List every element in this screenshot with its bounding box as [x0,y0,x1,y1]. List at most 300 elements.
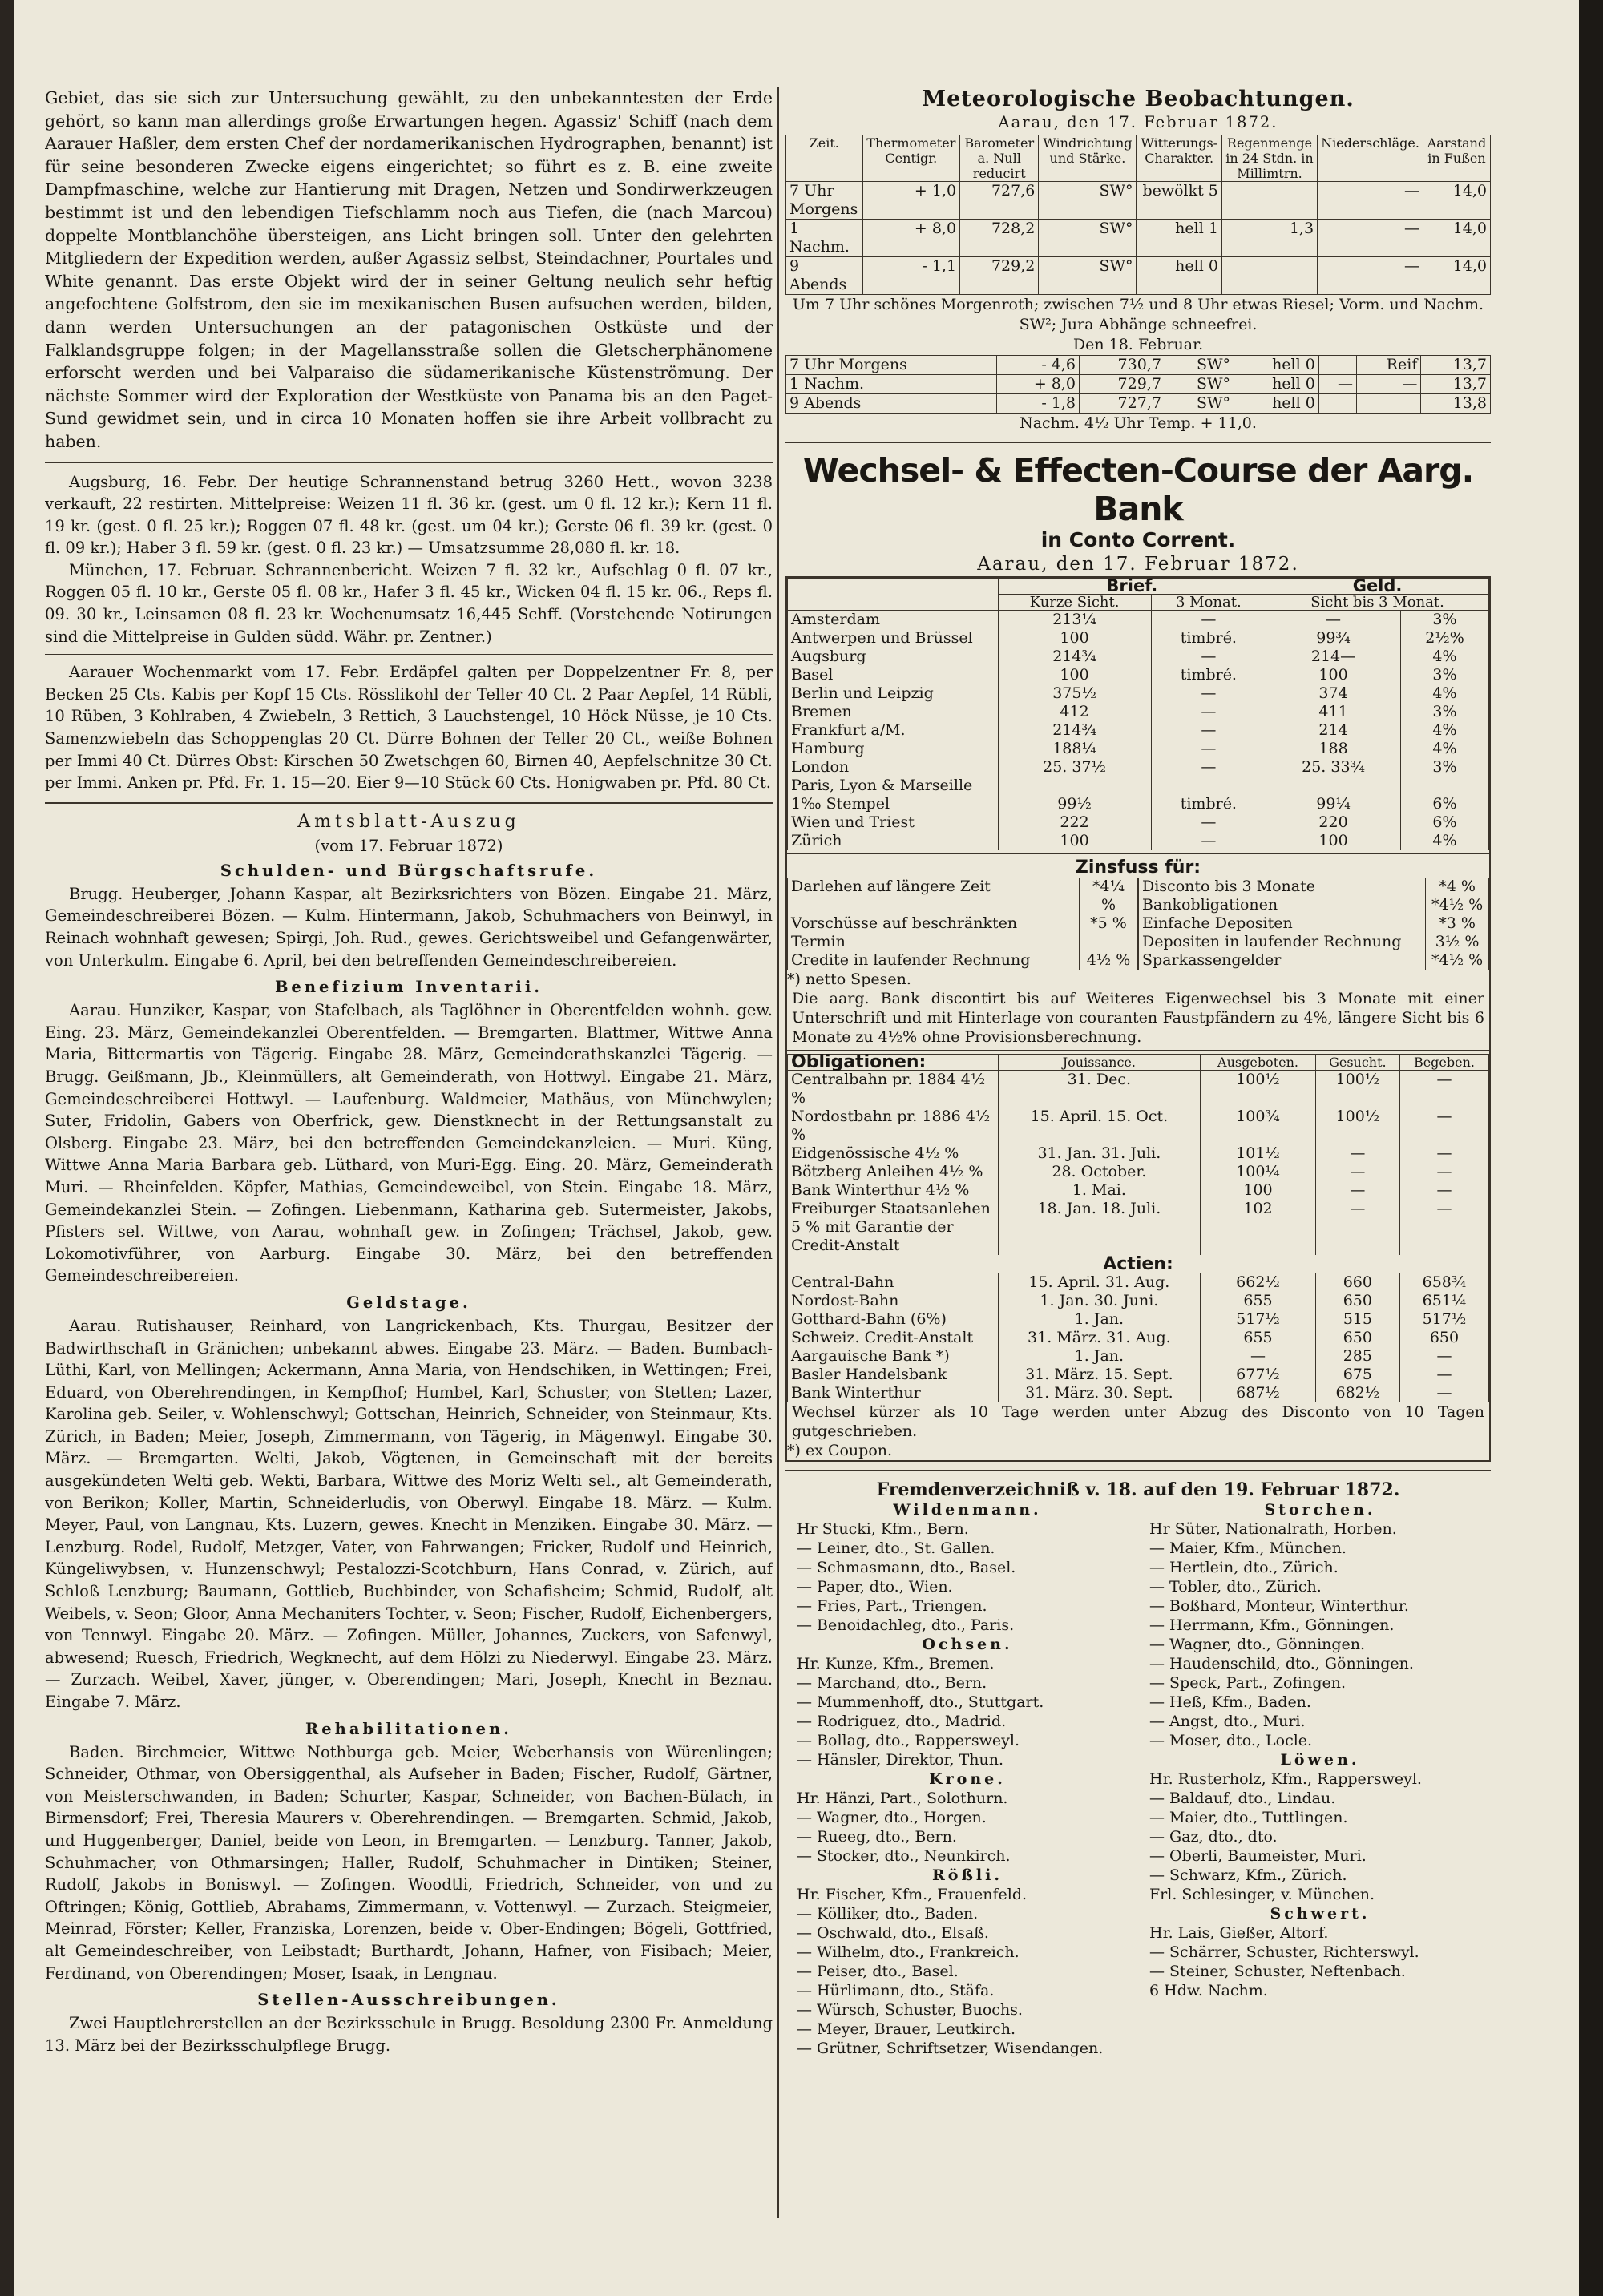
fremden-right [1138,1500,1491,2058]
exchange-row [788,629,1489,648]
agassiz-article: Gebiet, das sie sich zur Untersuchung gewählt, zu den unbekanntesten der Erde gehört, so kann man allerdings große Erwartungen hegen. Agassiz' Schiff (nach dem Aarauer Haßler, dem ersten Chef der nordamerikanischen Hydrographen, benannt) ist für seine besonderen Zwecke eigens eingerichtet; so führt es z. B. eine zweite Dampfmaschine, welche zur Hantierung mit Dragen, Netzen und Sondirwerkzeugen bestimmt ist und den lebendigen Tiefschlamm noch aus Tiefen, die (nach Marcou) doppelte Montblanchöhe übersteigen, ans Licht bringen soll. Unter den gelehrten Mitgliedern der Expedition werden, außer Agassiz selbst, Steindachner, Pourtales und White genannt. Das erste Objekt wird der in seiner Geltung neulich sehr heftig angefochtene Golfstrom, den sie im mexikanischen Busen aufsuchen werden, bilden, dann werden Untersuchungen an der patagonischen Ostküste und der Falklandsgruppe folgen; in der Magellansstraße sollen die Gletscherphänomene erforscht werden und bei Valparaiso die südamerikanische Küstenströmung. Der nächste Sommer wird der Exploration der Westküste von Panama bis an den Paget-Sund gewidmet sein, und in circa 10 Monaten hoffen sie ihre Arbeit vollbracht zu haben. [45,88,773,451]
met-cell: hell 0 [1137,257,1221,295]
obligation-row-cell: 100¾ [1201,1108,1316,1144]
zins-rate: *4½ % [1426,951,1489,970]
guest-entry: Hr Süter, Nationalrath, Horben. [1149,1520,1397,1538]
geldstage-heading: Geldstage. [346,1293,471,1312]
met-cell: SW° [1165,356,1234,375]
guest-entry: — Mummenhoff, dto., Stuttgart. [797,1693,1044,1711]
guest-entry: — Schwarz, Kfm., Zürich. [1149,1866,1347,1884]
exchange-cell: 25. 37½ [998,758,1151,777]
obligation-row [788,1163,1489,1181]
actien-row [788,1273,1489,1292]
actien-row-cell: Gotthard-Bahn (6%) [788,1310,999,1329]
bank-subtitle: in Conto Corrent. [1040,528,1236,551]
met-cell: 1 Nachm. [786,375,997,394]
stellen-heading: Stellen-Ausschreibungen. [257,1991,560,2010]
actien-row-cell: 1. Jan. [998,1310,1201,1329]
actien-row-cell: 517½ [1399,1310,1488,1329]
obligation-row-cell: — [1399,1144,1488,1163]
exchange-cell: 99½ [998,795,1151,813]
exchange-cell: 214¾ [998,721,1151,740]
guest-entry: — Benoidachleg, dto., Paris. [797,1616,1015,1634]
exchange-cell: 1‰ Stempel [788,795,999,813]
zins-rate: 4½ % [1079,951,1137,970]
exchange-cell: 220 [1266,813,1401,832]
met-row [786,257,1491,295]
exchange-cell: 100 [1266,666,1401,684]
rehab-heading: Rehabilitationen. [305,1719,512,1738]
obl-h-begeben: Begeben. [1399,1055,1488,1071]
divider [785,1470,1491,1471]
met-cell [1357,394,1421,414]
obl-title: Obligationen: [788,1055,999,1071]
obl-h-jouissance: Jouissance. [998,1055,1201,1071]
zins-rate: *5 % [1079,914,1137,951]
met-date: Aarau, den 17. Februar 1872. [998,113,1278,131]
guest-entry: — Steiner, Schuster, Neftenbach. [1149,1963,1406,1980]
obligation-row-cell: — [1315,1144,1399,1163]
zins-row [1139,914,1489,933]
actien-row-cell: 515 [1315,1310,1399,1329]
zins-rate: *4 % [1426,878,1489,896]
zins-label: Einfache Depositen [1139,914,1426,933]
guest-entry: — Schmasmann, dto., Basel. [797,1559,1016,1576]
met-cell: 9 Abends [786,257,863,295]
obligation-row-cell: — [1399,1071,1488,1108]
obligation-row-cell: Bötzberg Anleihen 4½ % [788,1163,999,1181]
geld-header: Geld. [1266,579,1489,595]
obligation-row-cell: 15. April. 15. Oct. [998,1108,1201,1144]
exchange-cell: Frankfurt a/M. [788,721,999,740]
exchange-cell [1400,777,1488,795]
met-title: Meteorologische Beobachtungen. [922,87,1355,111]
actien-row-cell: — [1201,1347,1316,1366]
exchange-cell: London [788,758,999,777]
exchange-cell: — [1266,611,1401,630]
exchange-cell: 222 [998,813,1151,832]
actien-row-cell: Central-Bahn [788,1273,999,1292]
actien-row-cell: 682½ [1315,1384,1399,1402]
guest-entry: Hr Stucki, Kfm., Bern. [797,1520,969,1538]
zins-label: Bankobligationen [1139,896,1426,914]
obl-h-ausgeboten: Ausgeboten. [1201,1055,1316,1071]
netto-note: *) netto Spesen. [787,970,911,988]
actien-row-cell: 650 [1315,1292,1399,1310]
exchange-cell: Wien und Triest [788,813,999,832]
obligation-row [788,1181,1489,1200]
obligation-row [788,1200,1489,1255]
guest-entry: — Hänsler, Direktor, Thun. [797,1751,1004,1769]
exchange-cell: Augsburg [788,648,999,666]
disconto-note: Die aarg. Bank discontirt bis auf Weiteres Eigenwechsel bis 3 Monate mit einer Unterschrift und mit Hinterlage von couranten Faustpfändern zu 4%, längere Sicht bis 6 Monate zu 4½% ohne Provisionsberechnung. [792,990,1484,1046]
obl-h-gesucht: Gesucht. [1315,1055,1399,1071]
exchange-cell: Amsterdam [788,611,999,630]
exchange-cell: — [1151,703,1266,721]
actien-row [788,1310,1489,1329]
wechsel-note: Wechsel kürzer als 10 Tage werden unter Abzug des Disconto von 10 Tagen gutgeschrieben. [792,1403,1484,1440]
met-row [786,356,1491,375]
met-cell: 13,7 [1421,356,1491,375]
exchange-cell: 3% [1400,703,1488,721]
guest-entry: — Würsch, Schuster, Buochs. [797,2001,1023,2019]
guest-entry: — Oschwald, dto., Elsaß. [797,1924,989,1942]
fremden-title: Fremdenverzeichniß v. 18. auf den 19. Februar 1872. [876,1479,1400,1500]
met-cell: — [1318,375,1356,394]
exchange-cell: 213¼ [998,611,1151,630]
actien-row-cell: 517½ [1201,1310,1316,1329]
guest-entry: — Stocker, dto., Neunkirch. [797,1847,1011,1865]
obligation-row-cell: Eidgenössische 4½ % [788,1144,999,1163]
exchange-cell [1266,777,1401,795]
exchange-cell [998,777,1151,795]
obligation-row-cell: Nordostbahn pr. 1886 4½ % [788,1108,999,1144]
guest-entry: — Grütner, Schriftsetzer, Wisendangen. [797,2040,1104,2057]
guest-entry: — Haudenschild, dto., Gönningen. [1149,1655,1414,1673]
actien-row-cell: Nordost-Bahn [788,1292,999,1310]
exchange-cell: — [1151,758,1266,777]
actien-row-cell: 285 [1315,1347,1399,1366]
bank-date: Aarau, den 17. Februar 1872. [977,554,1299,575]
muenchen-report: München, 17. Februar. Schrannenbericht. Weizen 7 fl. 32 kr., Aufschlag 0 fl. 07 kr., Roggen 05 fl. 10 kr., Gerste 05 fl. 08 kr., Hafer 3 fl. 45 kr., Wicken 04 fl. 15 kr. 06., Reps fl. 09. 30 kr., Leinsamen 08 fl. 23 kr. Wochenumsatz 16,445 Schff. (Vorstehende Notirungen sind die Mittelpreise in Gulden südd. Währ. pr. Zentner.) [45,560,773,646]
actien-row-cell: 31. März. 31. Aug. [998,1329,1201,1347]
exchange-cell [1151,777,1266,795]
zins-row [1139,878,1489,896]
zins-label: Depositen in laufender Rechnung [1139,933,1426,951]
aarau-wochenmarkt: Aarauer Wochenmarkt vom 17. Febr. Erdäpfel galten per Doppelzentner Fr. 8, per Becken 25 Cts. Kabis per Kopf 15 Cts. Rösslikohl der Teller 40 Ct. 2 Paar Aepfel, 14 Rübli, 10 Rüben, 3 Kohlraben, 4 Zwiebeln, 3 Rettich, 3 Lauchstengel, 10 Höck Nüsse, je 10 Cts. Samenzwiebeln das Schoppenglas 20 Ct. Dürre Bohnen der Teller 20 Ct., weiße Bohnen per Immi 40 Ct. Dürres Obst: Kirschen 50 Zwetschgen 60, Birnen 40, Aepfelschnitze 30 Ct. per Immi. Anken pr. Pfd. Fr. 1. 15—20. Eier 9—10 Stück 60 Cts. Honigwaben pr. Pfd. 80 Ct. [45,663,773,793]
exchange-cell: 4% [1400,648,1488,666]
met-row [786,182,1491,220]
exchange-cell: — [1151,721,1266,740]
exchange-cell: 6% [1400,813,1488,832]
exchange-cell: — [1151,832,1266,850]
exchange-cell: Antwerpen und Brüssel [788,629,999,648]
zins-block [787,878,1489,970]
actien-row [788,1347,1489,1366]
met-cell: hell 1 [1137,220,1221,257]
met-cell: - 1,1 [862,257,959,295]
rehab-text: Baden. Birchmeier, Wittwe Nothburga geb. Meier, Weberhansis von Würenlingen; Schneider, Othmar, von Obersiggenthal, als Aufseher in Baden; Fischer, Rudolf, Gärtner, von Meisterschwanden, in Baden; Schurter, Kaspar, Schneider, von Bachen-Bülach, in Birmensdorf; Frei, Theresia Maurers v. Oberehrendingen. — Bremgarten. Schmid, Jakob, und Huggenberger, Daniel, beide von Leon, in Bremgarten. — Lenzburg. Tanner, Jakob, Schuhmacher, von Othmarsingen; Haller, Rudolf, Schuhmacher in Dintiken; Steiner, Rudolf, Jakobs in Boniswyl. — Zofingen. Woodtli, Friedrich, Schneider, von und zu Oftringen; König, Gottlieb, Abrahams, Zimmermann, v. Vottenwyl. — Zurzach. Steigmeier, Meinrad, Förster; Keller, Franziska, Lorenzen, beide v. Ober-Endingen; Bögeli, Gottfried, alt Gemeindeschreiber, von Leibstadt; Burthardt, Johann, Hafner, von Fisibach; Meier, Ferdinand, von Oberendingen; Moser, Isaak, in Lengnau. [45,1742,773,1983]
guest-entry: — Fries, Part., Triengen. [797,1597,987,1615]
exchange-row [788,684,1489,703]
met-header-cell: Aarstand in Fußen [1423,135,1490,182]
exchange-cell: Paris, Lyon & Marseille [788,777,999,795]
obligation-row-cell: — [1399,1108,1488,1144]
met-cell: 728,2 [960,220,1039,257]
bank-title: Wechsel- & Effecten-Course der Aarg. Bank [802,451,1474,528]
obligation-row-cell: 1. Mai. [998,1181,1201,1200]
met-cell: 13,8 [1421,394,1491,414]
met-date-2: Den 18. Februar. [1072,336,1204,353]
guest-entry: — Wagner, dto., Horgen. [797,1809,987,1826]
divider [45,462,773,463]
exchange-cell: 214 [1266,721,1401,740]
page-edge [1579,0,1603,2296]
met-cell: — [1318,182,1423,220]
guest-entry: — Baldauf, dto., Lindau. [1149,1790,1336,1807]
met-cell: 729,7 [1080,375,1165,394]
guest-entry: — Wilhelm, dto., Frankreich. [797,1943,1020,1961]
guest-entry: Hr. Hänzi, Part., Solothurn. [797,1790,1008,1807]
guest-entry: — Oberli, Baumeister, Muri. [1149,1847,1367,1865]
actien-title: Actien: [788,1255,1489,1273]
exchange-cell: 99¼ [1266,795,1401,813]
coupon-note: *) ex Coupon. [787,1442,893,1459]
hotel-name: Löwen. [1280,1751,1360,1769]
column-rule [777,87,779,2218]
met-cell: 7 Uhr Morgens [786,356,997,375]
zins-row [1139,896,1489,914]
kurz-header: Kurze Sicht. [998,595,1151,611]
actien-row-cell: — [1399,1384,1488,1402]
bank-frame [785,576,1491,1462]
met-cell [1221,182,1317,220]
exchange-cell: 214¾ [998,648,1151,666]
zins-row [788,951,1138,970]
exchange-row [788,813,1489,832]
exchange-cell: 3% [1400,758,1488,777]
exchange-cell: 188¼ [998,740,1151,758]
obligation-row-cell: — [1399,1181,1488,1200]
guest-entry: — Kölliker, dto., Baden. [797,1905,979,1923]
obligation-row [788,1144,1489,1163]
amtsblatt-date: (vom 17. Februar 1872) [314,836,503,855]
exchange-row [788,832,1489,850]
guest-entry: 6 Hdw. Nachm. [1149,1982,1268,1999]
zins-row [1139,951,1489,970]
exchange-cell: 188 [1266,740,1401,758]
guest-entry: — Boßhard, Monteur, Winterthur. [1149,1597,1409,1615]
met-cell: 9 Abends [786,394,997,414]
hotel-name: Schwert. [1270,1905,1371,1923]
actien-row-cell: 1. Jan. [998,1347,1201,1366]
sicht-header: Sicht bis 3 Monat. [1266,595,1489,611]
obligation-row [788,1071,1489,1108]
met-cell: SW° [1165,394,1234,414]
guest-entry: — Peiser, dto., Basel. [797,1963,959,1980]
schulden-heading: Schulden- und Bürgschaftsrufe. [220,861,598,880]
zins-label: Sparkassengelder [1139,951,1426,970]
obligation-row-cell: 18. Jan. 18. Juli. [998,1200,1201,1255]
exchange-cell: timbré. [1151,795,1266,813]
exchange-cell: 25. 33¾ [1266,758,1401,777]
met-row [786,375,1491,394]
obligation-row-cell: 100½ [1315,1108,1399,1144]
met-cell [1318,394,1356,414]
zins-row [788,878,1138,914]
exchange-row [788,611,1489,630]
met-cell: — [1318,257,1423,295]
met-cell: - 4,6 [996,356,1079,375]
guest-entry: — Meyer, Brauer, Leutkirch. [797,2020,1016,2038]
met-header-row [786,135,1491,182]
exchange-cell: timbré. [1151,666,1266,684]
met-header-cell: Barometer a. Null reducirt [960,135,1039,182]
exchange-cell: 99¾ [1266,629,1401,648]
guest-entry: Frl. Schlesinger, v. München. [1149,1886,1375,1903]
actien-row-cell: — [1399,1347,1488,1366]
zins-rate: *4¼ % [1079,878,1137,914]
met-cell: 727,7 [1080,394,1165,414]
met-cell: + 1,0 [862,182,959,220]
guest-entry: — Marchand, dto., Bern. [797,1674,987,1692]
met-header-cell: Zeit. [786,135,863,182]
met-cell: hell 0 [1234,394,1319,414]
actien-row-cell: Schweiz. Credit-Anstalt [788,1329,999,1347]
met-cell: — [1318,220,1423,257]
guest-entry: — Hertlein, dto., Zürich. [1149,1559,1339,1576]
actien-row-cell: 655 [1201,1292,1316,1310]
met-cell: + 8,0 [996,375,1079,394]
exchange-cell: 100 [998,666,1151,684]
guest-entry: — Tobler, dto., Zürich. [1149,1578,1322,1596]
exchange-row [788,795,1489,813]
exchange-cell: 4% [1400,832,1488,850]
actien-row-cell: 15. April. 31. Aug. [998,1273,1201,1292]
obligation-row-cell: 31. Dec. [998,1071,1201,1108]
guest-entry: — Herrmann, Kfm., Gönningen. [1149,1616,1395,1634]
met-cell: 14,0 [1423,220,1490,257]
exchange-row [788,666,1489,684]
zins-left [787,878,1138,970]
actien-row [788,1292,1489,1310]
guest-entry: — Gaz, dto., dto. [1149,1828,1278,1846]
hotel-name: Storchen. [1264,1501,1376,1519]
hotel-name: Ochsen. [922,1636,1013,1653]
actien-row-cell: 31. März. 15. Sept. [998,1366,1201,1384]
met-cell: 14,0 [1423,182,1490,220]
guest-entry: Hr. Fischer, Kfm., Frauenfeld. [797,1886,1028,1903]
zins-right [1138,878,1489,970]
met-cell: 729,2 [960,257,1039,295]
obligation-row-cell: 100½ [1201,1071,1316,1108]
zins-row [788,914,1138,951]
met-table-2 [785,355,1491,414]
geldstage-text: Aarau. Rutishauser, Reinhard, von Langrickenbach, Kts. Thurgau, Besitzer der Badwirthschaft in Gränichen; unbekannt abwes. Eingabe 23. März. — Baden. Bumbach-Lüthi, Karl, von Mellingen; Ackermann, Anna Maria, von Hendschiken, in Wettingen; Frei, Eduard, von Oberehrendingen, in Kempfhof; Humbel, Karl, Schuster, von Stetten; Lazer, Karolina geb. Seiler, v. Wohlenschwyl; Gottschan, Heinrich, Schneider, von Steinmaur, Kts. Zürich, in Baden; Meier, Joseph, Zimmermann, von Tägerig, in Mägenwyl. Eingabe 30. März. — Bremgarten. Welti, Jakob, Vögtenen, in Gemeinschaft mit der bereits ausgekündeten Welti geb. Wekti, Barbara, Wittwe des Moriz Welti sel., alt Gemeinderath, von Berikon; Koller, Martin, Schneiderludis, von Oberwyl. Eingabe 18. März. — Kulm. Meyer, Paul, von Langnau, Kts. Luzern, gewes. Knecht in Menziken. Eingabe 30. März. — Lenzburg. Rodel, Rudolf, Metzger, Vater, von Fahrwangen; Fricker, Rudolf und Heinrich, Küngeliwybsen, v. Hunzenschwyl; Pestalozzi-Scotchburn, Hans Conrad, v. Zürich, auf Schloß Lenzburg; Baumann, Gottlieb, Buchbinder, von Schafisheim; Schmid, Rudolf, alt Weibels, v. Seon; Gloor, Anna Mechaniters Tochter, v. Seon; Fischer, Rudolf, Eichenbergers, von Tennwyl. Eingabe 20. März. — Zofingen. Müller, Johannes, Zuckers, von Safenwyl, abwesend; Ruesch, Friedrich, Wegknecht, auf dem Hölzi zu Niederwyl. Eingabe 23. März. — Zurzach. Weibel, Xaver, jünger, v. Oberendingen; Mari, Joseph, Knecht in Beznau. Eingabe 7. März. [45,1316,773,1711]
exchange-cell: Basel [788,666,999,684]
exchange-cell: 2½% [1400,629,1488,648]
guest-entry: — Leiner, dto., St. Gallen. [797,1539,995,1557]
obligation-row-cell: 100¼ [1201,1163,1316,1181]
met-cell: hell 0 [1234,356,1319,375]
actien-row-cell: 677½ [1201,1366,1316,1384]
exchange-row [788,740,1489,758]
obligation-row-cell: — [1315,1163,1399,1181]
actien-row-cell: 650 [1399,1329,1488,1347]
monat-header: 3 Monat. [1151,595,1266,611]
exchange-row [788,777,1489,795]
met-cell: 730,7 [1080,356,1165,375]
guest-entry: — Bollag, dto., Rappersweyl. [797,1732,1020,1749]
obligation-row-cell: Centralbahn pr. 1884 4½ % [788,1071,999,1108]
obligation-row-cell: 28. October. [998,1163,1201,1181]
divider [785,442,1491,443]
exchange-cell: 214— [1266,648,1401,666]
exchange-row [788,758,1489,777]
amtsblatt-title: Amtsblatt-Auszug [297,811,520,832]
met-header-cell: Regenmenge in 24 Stdn. in Millimtrn. [1221,135,1317,182]
zins-label: Darlehen auf längere Zeit [788,878,1080,914]
actien-row-cell: Basler Handelsbank [788,1366,999,1384]
obligation-row-cell: Bank Winterthur 4½ % [788,1181,999,1200]
newspaper-page [14,0,1579,2296]
guest-entry: — Speck, Part., Zofingen. [1149,1674,1347,1692]
actien-row-cell: 662½ [1201,1273,1316,1292]
stellen-text: Zwei Hauptlehrerstellen an der Bezirksschule in Brugg. Besoldung 2300 Fr. Anmeldung 13. März bei der Bezirksschulpflege Brugg. [45,2014,773,2055]
met-cell: + 8,0 [862,220,959,257]
obligation-row-cell: — [1399,1200,1488,1255]
met-cell [1221,257,1317,295]
exchange-cell: 3% [1400,666,1488,684]
met-cell: hell 0 [1234,375,1319,394]
zins-label: Disconto bis 3 Monate [1139,878,1426,896]
actien-row-cell: 31. März. 30. Sept. [998,1384,1201,1402]
guest-entry: Hr. Rusterholz, Kfm., Rappersweyl. [1149,1770,1422,1788]
met-header-cell: Windrichtung und Stärke. [1039,135,1137,182]
divider [787,853,1489,854]
benefizium-text: Aarau. Hunziker, Kaspar, von Stafelbach, als Taglöhner in Oberentfelden wohnh. gew. Eing. 23. März, Gemeindekanzlei Oberentfelden. — Bremgarten. Blattmer, Wittwe Anna Maria, Bittermartis von Tägerig. Eingabe 28. März, Gemeinderathskanzlei Tägerig. — Brugg. Geißmann, Jb., Kleinmüllers, alt Gemeinderath, von Hottwyl. Eingabe 21. März, Gemeindeschreiberei Hottwyl. — Laufenburg. Waldmeier, Mathäus, von Münchwylen; Suter, Fridolin, Gabers von Oberfrick, gew. Dienstknecht in der Rettungsanstalt zu Olsberg. Eingabe 23. März, bei den betreffenden Gemeindekanzleien. — Muri. Küng, Wittwe Anna Maria Barbara geb. Lüthard, von Muri-Egg. Eing. 20. März, Gemeinderath Muri. — Rheinfelden. Köpfer, Mathias, Gemeindeweibel, von Stein. Eingabe 18. März, Gemeindekanzlei Stein. — Zofingen. Liebenmann, Katharina geb. Sutermeister, Jakobs, Pfisters sel. Wittwe, von Aarau, wohnhaft gew. in Zofingen; Trächsel, Jakob, gew. Lokomotivführer, von Aarburg. Eingabe 30. März, bei den betreffenden Gemeindeschreibereien. [45,1001,773,1285]
obligation-row-cell: — [1315,1200,1399,1255]
actien-row-cell: 655 [1201,1329,1316,1347]
actien-row [788,1329,1489,1347]
benefizium-heading: Benefizium Inventarii. [274,978,543,997]
exchange-cell: — [1151,740,1266,758]
obligation-row-cell: Freiburger Staatsanlehen 5 % mit Garantie der Credit-Anstalt [788,1200,999,1255]
zins-rate: *4½ % [1426,896,1489,914]
met-note-2: Nachm. 4½ Uhr Temp. + 11,0. [1020,414,1257,432]
exchange-cell: 4% [1400,740,1488,758]
hotel-name: Wildenmann. [893,1501,1042,1519]
exchange-cell: 6% [1400,795,1488,813]
zins-rate: 3½ % [1426,933,1489,951]
exchange-cell: 4% [1400,721,1488,740]
exchange-cell: 100 [998,832,1151,850]
exchange-cell: Zürich [788,832,999,850]
actien-row-cell: 658¾ [1399,1273,1488,1292]
met-cell: SW° [1039,182,1137,220]
guest-entry: — Rueeg, dto., Bern. [797,1828,957,1846]
exchange-cell: 374 [1266,684,1401,703]
exchange-cell: — [1151,648,1266,666]
obligation-row-cell: 102 [1201,1200,1316,1255]
met-header-cell: Thermometer Centigr. [862,135,959,182]
exchange-cell: Hamburg [788,740,999,758]
guest-entry: — Maier, Kfm., München. [1149,1539,1347,1557]
met-cell: 7 Uhr Morgens [786,182,863,220]
exchange-cell: timbré. [1151,629,1266,648]
guest-entry: Hr. Kunze, Kfm., Bremen. [797,1655,995,1673]
exchange-cell: 412 [998,703,1151,721]
exchange-cell: Berlin und Leipzig [788,684,999,703]
met-cell: bewölkt 5 [1137,182,1221,220]
guest-entry: — Paper, dto., Wien. [797,1578,953,1596]
divider [45,654,773,655]
exchange-cell: 3% [1400,611,1488,630]
actien-row-cell: 651¼ [1399,1292,1488,1310]
met-header-cell: Niederschläge. [1318,135,1423,182]
exchange-cell: — [1151,684,1266,703]
met-cell: SW° [1039,220,1137,257]
divider [787,1050,1489,1051]
actien-row-cell: Aargauische Bank *) [788,1347,999,1366]
exchange-cell: 100 [1266,832,1401,850]
actien-row-cell: 660 [1315,1273,1399,1292]
guest-entry: — Moser, dto., Locle. [1149,1732,1313,1749]
zins-label: Credite in laufender Rechnung [788,951,1080,970]
actien-row-cell: Bank Winterthur [788,1384,999,1402]
actien-row [788,1384,1489,1402]
met-note-1: Um 7 Uhr schönes Morgenroth; zwischen 7½ und 8 Uhr etwas Riesel; Vorm. und Nachm. SW²; Jura Abhänge schneefrei. [792,296,1484,333]
